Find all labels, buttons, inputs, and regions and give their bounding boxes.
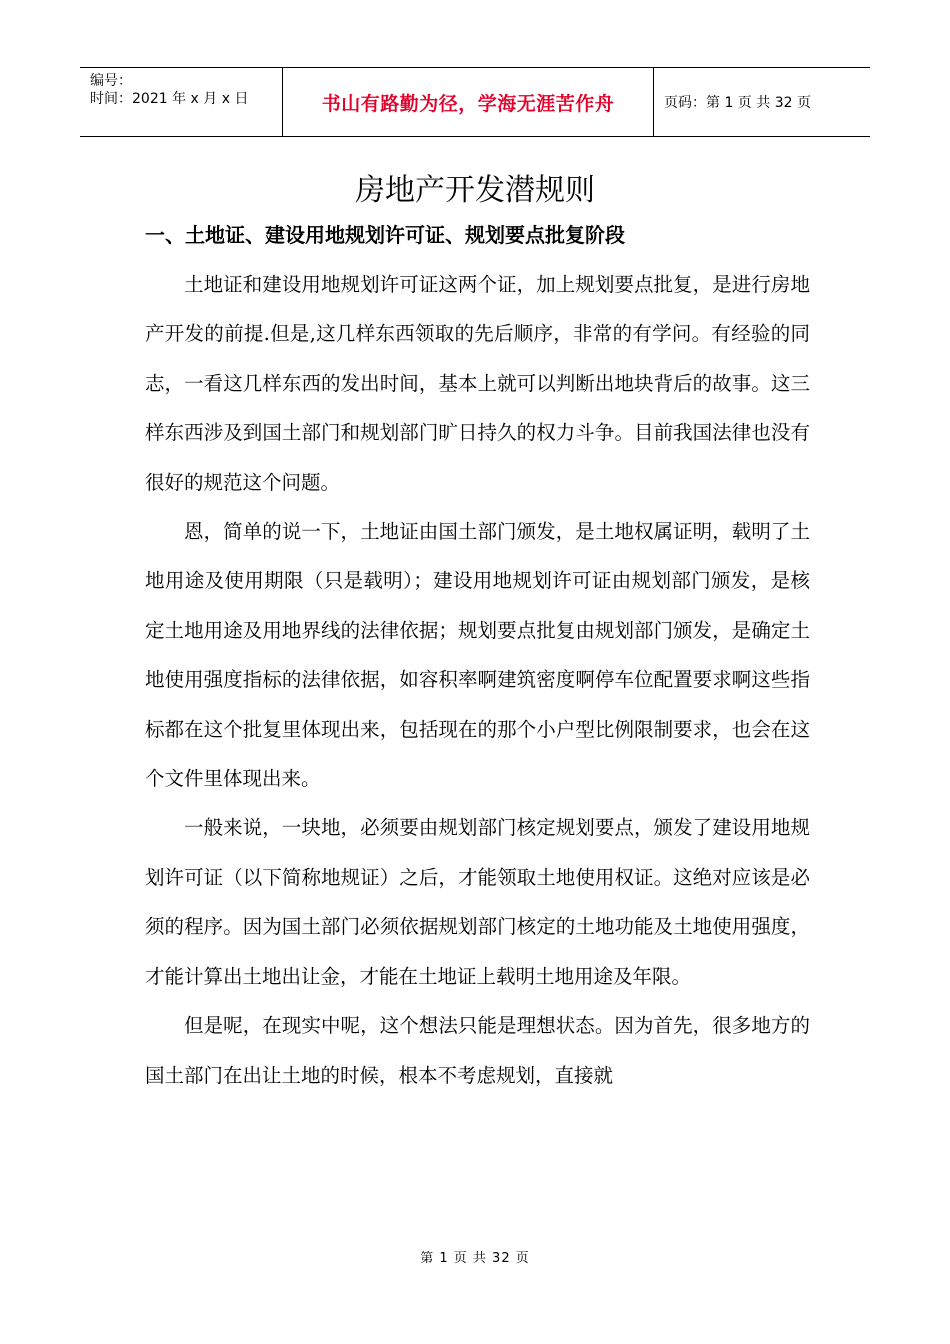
- section-heading: 一、土地证、建设用地规划许可证、规划要点批复阶段: [145, 223, 625, 247]
- header-table: [80, 67, 870, 137]
- date-label: 时间：2021 年 x 月 x 日: [90, 91, 249, 107]
- page-info: 页码：第 1 页 共 32 页: [664, 95, 811, 111]
- paragraph: 恩，简单的说一下，土地证由国土部门颁发，是土地权属证明，载明了土地用途及使用期限（只是载明）；建设用地规划许可证由规划部门颁发，是核定土地用途及用地界线的法律依据；规划要点批复由规划部门颁发，是确定土地使用强度指标的法律依据，如容积率啊建筑密度啊停车位配置要求啊这些指标都在这个批复里体现出来，包括现在的那个小户型比例限制要求，也会在这个文件里体现出来。: [145, 520, 810, 791]
- header-motto-cell: [282, 68, 654, 136]
- document-title: 房地产开发潜规则: [355, 173, 595, 208]
- paragraph: 土地证和建设用地规划许可证这两个证，加上规划要点批复，是进行房地产开发的前提.但是,这几样东西领取的先后顺序，非常的有学问。有经验的同志，一看这几样东西的发出时间，基本上就可以判断出地块背后的故事。这三样东西涉及到国土部门和规划部门旷日持久的权力斗争。目前我国法律也没有很好的规范这个问题。: [145, 273, 810, 494]
- paragraph: 一般来说，一块地，必须要由规划部门核定规划要点，颁发了建设用地规划许可证（以下简称地规证）之后，才能领取土地使用权证。这绝对应该是必须的程序。因为国土部门必须依据规划部门核定的土地功能及土地使用强度，才能计算出土地出让金，才能在土地证上载明土地用途及年限。: [145, 816, 810, 988]
- paragraph: 但是呢，在现实中呢，这个想法只能是理想状态。因为首先，很多地方的国土部门在出让土地的时候，根本不考虑规划，直接就: [145, 1014, 810, 1087]
- page-footer: 第 1 页 共 32 页: [420, 1251, 530, 1266]
- header-page-cell: [654, 68, 870, 136]
- document-body: [145, 260, 810, 1100]
- motto-text: 书山有路勤为径，学海无涯苦作舟: [321, 92, 615, 115]
- header-meta-cell: [80, 68, 282, 136]
- code-label: 编号：: [90, 73, 132, 89]
